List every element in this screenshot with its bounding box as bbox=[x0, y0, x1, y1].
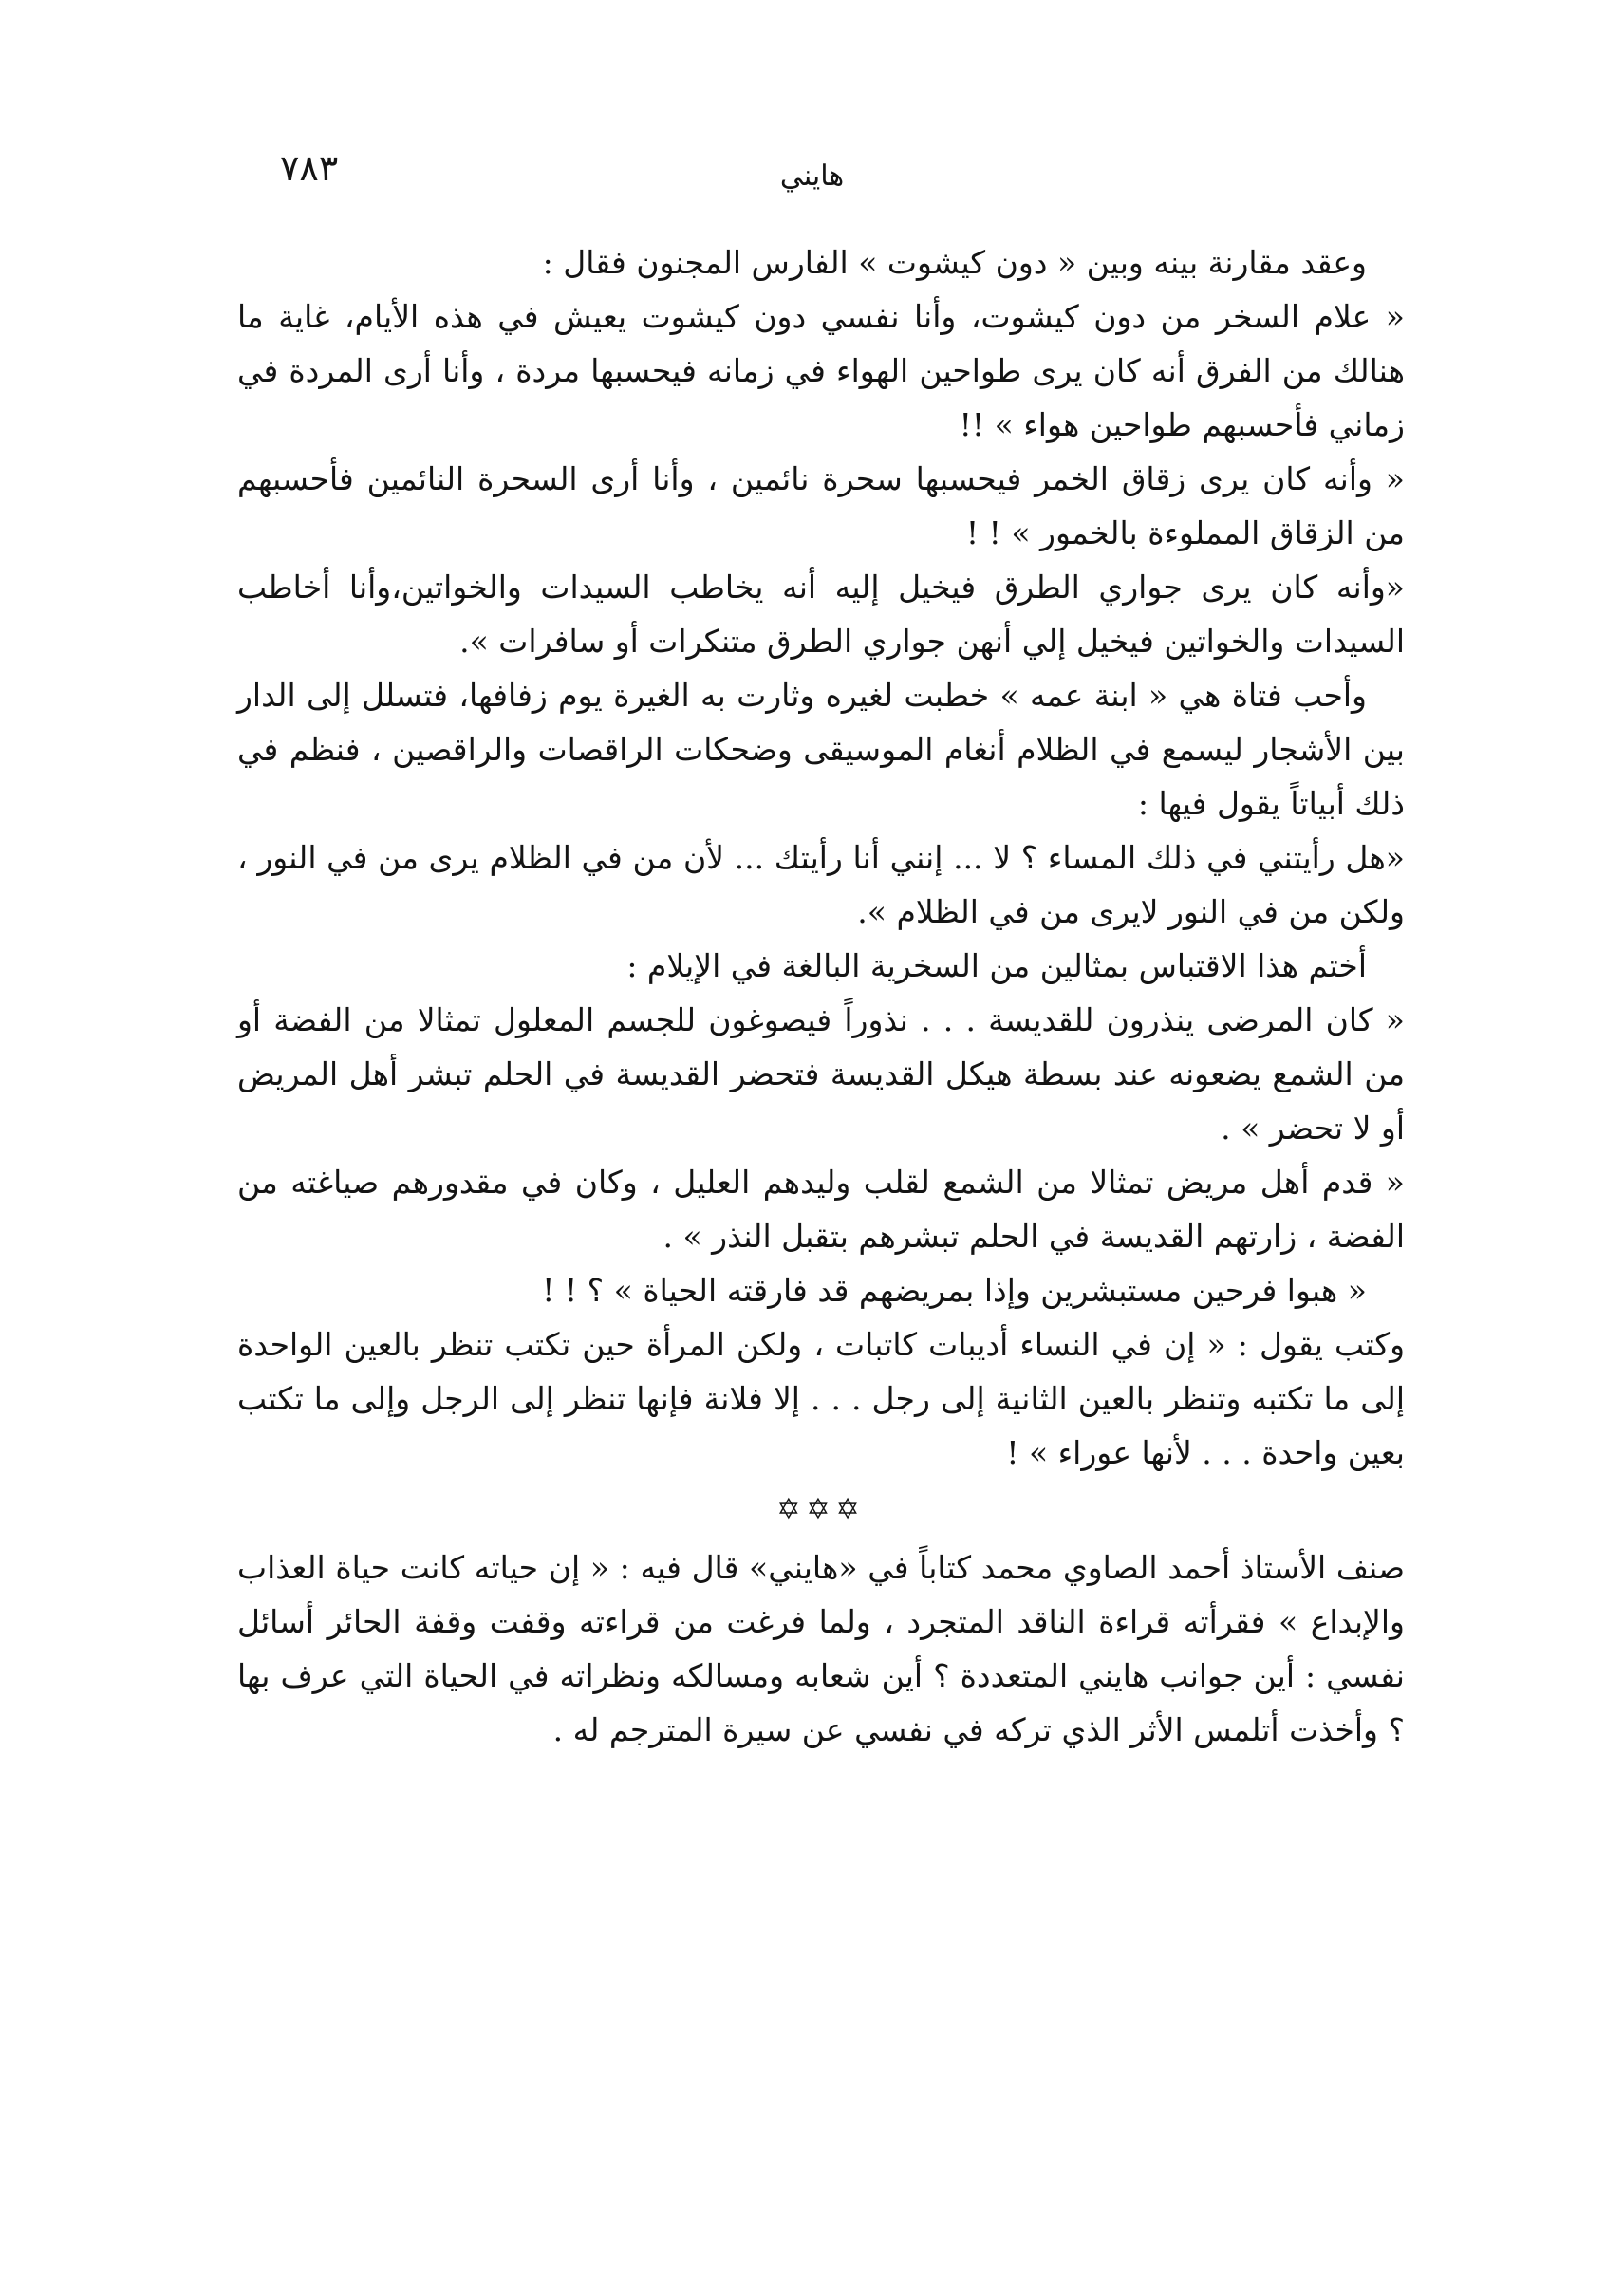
quote-street-girls: «وأنه كان يرى جواري الطرق فيخيل إليه أنه يخاطب السيدات والخواتين،وأنا أخاطب السيدات والخواتين فيخيل إلي أنهن جواري الطرق متنكرات أو سافرات ». bbox=[237, 569, 1405, 660]
paragraph-sawi-book: صنف الأستاذ أحمد الصاوي محمد كتاباً في «هايني» قال فيه : « إن حياته كانت حياة العذاب والإبداع » فقرأته قراءة الناقد المتجرد ، ولما فرغت من قراءته وقفت وقفة الحائر أسائل نفسي : أين جوانب هايني المتعددة ؟ أين شعابه ومسالكه ونظراته في الحياة التي عرف بها ؟ وأخذت أتلمس الأثر الذي تركه في نفسي عن سيرة المترجم له . bbox=[237, 1549, 1405, 1748]
quote-wineskins: « وأنه كان يرى زقاق الخمر فيحسبها سحرة نائمين ، وأنا أرى السحرة النائمين فأحسبهم من الزقاق المملوءة بالخمور » ! ! bbox=[237, 460, 1405, 551]
section-separator-stars: ✡✡✡ bbox=[776, 1493, 866, 1526]
quote-windmills: « علام السخر من دون كيشوت، وأنا نفسي دون كيشوت يعيش في هذه الأيام، غاية ما هنالك من الفرق أنه كان يرى طواحين الهواء في زمانه فيحسبها مردة ، وأنا أرى المردة في زماني فأحسبهم طواحين هواء » !! bbox=[237, 298, 1405, 443]
running-title: هايني bbox=[779, 159, 845, 193]
paragraph-cousin: وأحب فتاة هي « ابنة عمه » خطبت لغيره وثارت به الغيرة يوم زفافها، فتسلل إلى الدار بين الأشجار ليسمع في الظلام أنغام الموسيقى وضحكات الراقصات والراقصين ، فنظم في ذلك أبياتاً يقول فيها : bbox=[237, 677, 1405, 822]
quote-patient-died: « هبوا فرحين مستبشرين وإذا بمريضهم قد فارقته الحياة » ؟ ! ! bbox=[542, 1272, 1367, 1309]
paragraph-women-writers: وكتب يقول : « إن في النساء أديبات كاتبات ، ولكن المرأة حين تكتب تنظر بالعين الواحدة إلى ما تكتبه وتنظر بالعين الثانية إلى رجل . . . إلا فلانة فإنها تنظر إلى الرجل وإلى ما تكتب بعين واحدة . . . لأنها عوراء » ! bbox=[237, 1326, 1405, 1471]
paragraph-intro-don-quixote: وعقد مقارنة بينه وبين « دون كيشوت » الفارس المجنون فقال : bbox=[542, 244, 1367, 281]
body-text bbox=[237, 235, 1405, 1757]
quote-saint-vows: « كان المرضى ينذرون للقديسة . . . نذوراً فيصوغون للجسم المعلول تمثالا من الفضة أو من الشمع يضعونه عند بسطة هيكل القديسة فتحضر القديسة في الحلم تبشر أهل المريض أو لا تحضر » . bbox=[237, 1001, 1405, 1147]
quote-darkness: «هل رأيتني في ذلك المساء ؟ لا ... إنني أنا رأيتك ... لأن من في الظلام يرى من في النور ، ولكن من في النور لايرى من في الظلام ». bbox=[237, 839, 1405, 930]
paragraph-two-examples: أختم هذا الاقتباس بمثالين من السخرية البالغة في الإيلام : bbox=[626, 947, 1367, 984]
quote-wax-heart: « قدم أهل مريض تمثالا من الشمع لقلب وليدهم العليل ، وكان في مقدورهم صياغته من الفضة ، زارتهم القديسة في الحلم تبشرهم بتقبل النذر » . bbox=[237, 1164, 1405, 1255]
page-number: ٧٨٣ bbox=[280, 147, 339, 189]
